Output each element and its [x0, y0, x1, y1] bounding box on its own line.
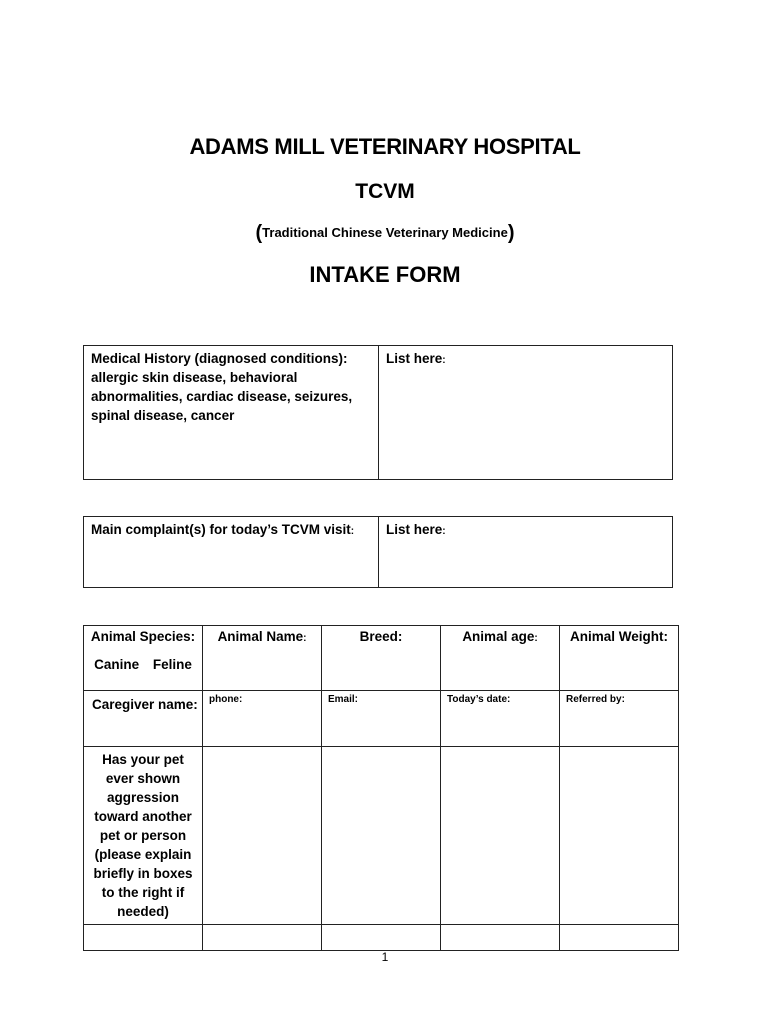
form-subtitle: TCVM [355, 180, 415, 203]
animal-age-cell[interactable]: Animal age: [441, 626, 560, 691]
animal-name-label: Animal Name [217, 629, 304, 644]
patient-info-table [83, 625, 679, 951]
complaint-list-label: List here [386, 522, 443, 537]
blank-cell-4[interactable] [441, 925, 560, 951]
complaint-input-cell[interactable]: List here: [379, 517, 673, 588]
aggression-question-cell [84, 747, 203, 925]
phone-label: phone: [209, 694, 243, 705]
species-cell [84, 626, 203, 691]
medical-history-label: Medical History (diagnosed conditions): allergic skin disease, behavioral abnormalities, cardiac disease, seizures, spinal disease, cancer [91, 351, 353, 423]
animal-weight-label: Animal Weight: [569, 629, 668, 644]
blank-cell-3[interactable] [322, 925, 441, 951]
caregiver-name-cell[interactable] [84, 691, 203, 747]
email-label: Email: [328, 694, 359, 705]
breed-cell[interactable] [322, 626, 441, 691]
aggression-answer-cell-3[interactable] [441, 747, 560, 925]
todays-date-cell[interactable] [441, 691, 560, 747]
species-label: Animal Species: [90, 629, 196, 644]
subtitle-expansion-text: Traditional Chinese Veterinary Medicine [262, 225, 508, 240]
complaint-table [83, 516, 673, 588]
complaint-label-cell: Main complaint(s) for today’s TCVM visit: [84, 517, 379, 588]
species-option-feline[interactable]: Feline [152, 657, 192, 672]
aggression-answer-cell-2[interactable] [322, 747, 441, 925]
aggression-answer-cell-1[interactable] [203, 747, 322, 925]
blank-cell-1[interactable] [84, 925, 203, 951]
animal-name-cell[interactable]: Animal Name: [203, 626, 322, 691]
medical-history-list-label: List here [386, 351, 443, 366]
caregiver-name-label: Caregiver name: [92, 697, 198, 712]
medical-history-table [83, 345, 673, 480]
page-number: 1 [381, 950, 389, 964]
blank-cell-5[interactable] [560, 925, 679, 951]
todays-date-label: Today’s date: [447, 694, 511, 705]
referred-by-cell[interactable] [560, 691, 679, 747]
complaint-label: Main complaint(s) for today’s TCVM visit [91, 522, 351, 537]
blank-cell-2[interactable] [203, 925, 322, 951]
email-cell[interactable] [322, 691, 441, 747]
animal-age-label: Animal age [462, 629, 535, 644]
aggression-answer-cell-4[interactable] [560, 747, 679, 925]
subtitle-expansion: (Traditional Chinese Veterinary Medicine) [255, 222, 515, 244]
referred-by-label: Referred by: [566, 694, 625, 705]
breed-label: Breed: [359, 629, 403, 644]
animal-weight-cell[interactable] [560, 626, 679, 691]
species-option-canine[interactable]: Canine [94, 657, 140, 672]
medical-history-input-cell[interactable]: List here: [379, 346, 673, 480]
phone-cell[interactable] [203, 691, 322, 747]
form-title: INTAKE FORM [309, 262, 461, 287]
medical-history-label-cell [84, 346, 379, 480]
aggression-question: Has your pet ever shown aggression toward another pet or person (please explain briefly in boxes to the right if needed) [93, 752, 193, 919]
hospital-title: ADAMS MILL VETERINARY HOSPITAL [189, 134, 581, 159]
